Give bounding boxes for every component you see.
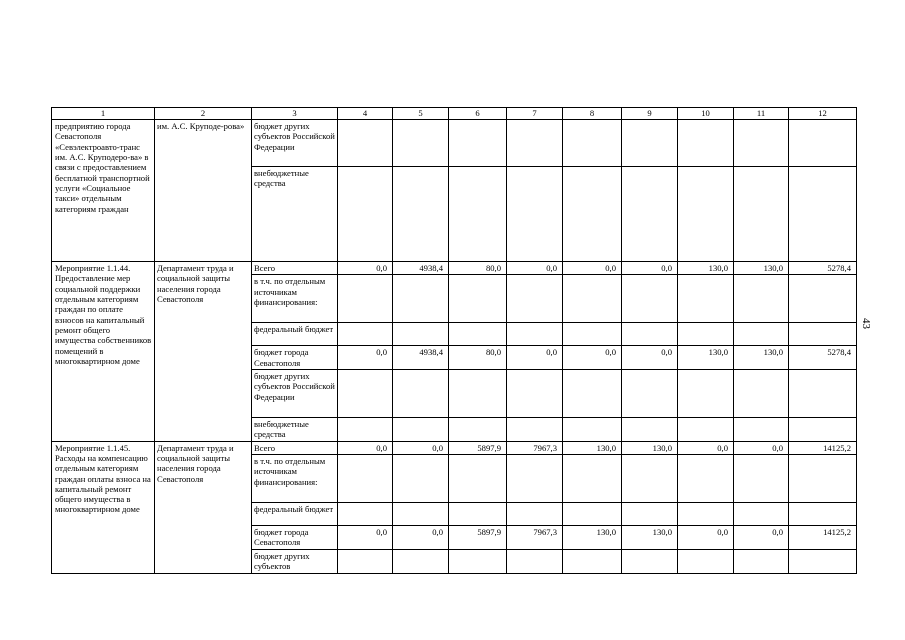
column-number-11: 11 xyxy=(734,108,789,120)
value-cell-col10: 130,0 xyxy=(678,262,734,275)
value-cell-col4: 0,0 xyxy=(338,262,393,275)
value-cell-col10 xyxy=(678,369,734,417)
funding-source-label: бюджет города Севастополя xyxy=(252,346,338,370)
value-cell-col11: 130,0 xyxy=(734,346,789,370)
value-cell-col7 xyxy=(507,323,563,346)
value-cell-col5 xyxy=(393,120,449,167)
column-number-4: 4 xyxy=(338,108,393,120)
value-cell-col8 xyxy=(563,167,622,262)
column-number-9: 9 xyxy=(622,108,678,120)
value-cell-col10 xyxy=(678,549,734,573)
value-cell-col12 xyxy=(789,549,857,573)
value-cell-col8 xyxy=(563,275,622,323)
value-cell-col4: 0,0 xyxy=(338,441,393,454)
value-cell-col8 xyxy=(563,369,622,417)
value-cell-col4 xyxy=(338,275,393,323)
value-cell-col4 xyxy=(338,454,393,502)
value-cell-col9 xyxy=(622,502,678,525)
value-cell-col4 xyxy=(338,549,393,573)
value-cell-col6 xyxy=(449,417,507,441)
value-cell-col12 xyxy=(789,417,857,441)
value-cell-col5: 4938,4 xyxy=(393,346,449,370)
value-cell-col6: 80,0 xyxy=(449,262,507,275)
value-cell-col5 xyxy=(393,502,449,525)
value-cell-col9 xyxy=(622,549,678,573)
funding-source-label: бюджет других субъектов Российской Федерации xyxy=(252,120,338,167)
value-cell-col11 xyxy=(734,417,789,441)
value-cell-col7 xyxy=(507,549,563,573)
value-cell-col6 xyxy=(449,323,507,346)
value-cell-col4 xyxy=(338,120,393,167)
value-cell-col7: 0,0 xyxy=(507,346,563,370)
value-cell-col12: 14125,2 xyxy=(789,441,857,454)
value-cell-col5 xyxy=(393,417,449,441)
value-cell-col12 xyxy=(789,323,857,346)
value-cell-col8 xyxy=(563,323,622,346)
value-cell-col8 xyxy=(563,502,622,525)
value-cell-col12 xyxy=(789,120,857,167)
value-cell-col12 xyxy=(789,454,857,502)
funding-source-label: внебюджетные средства xyxy=(252,417,338,441)
measure-description: предприятию города Севастополя «Севэлектроавто-транс им. А.С. Круподеро-ва» в связи с предоставлением бесплатной транспортной услуги «Социальное такси» отдельным категориям граждан xyxy=(52,120,155,262)
value-cell-col10 xyxy=(678,323,734,346)
value-cell-col12 xyxy=(789,275,857,323)
value-cell-col7: 0,0 xyxy=(507,262,563,275)
value-cell-col6 xyxy=(449,454,507,502)
value-cell-col4 xyxy=(338,323,393,346)
value-cell-col10 xyxy=(678,167,734,262)
value-cell-col6 xyxy=(449,369,507,417)
funding-source-label: бюджет города Севастополя xyxy=(252,525,338,549)
value-cell-col8 xyxy=(563,454,622,502)
value-cell-col11 xyxy=(734,167,789,262)
value-cell-col11: 130,0 xyxy=(734,262,789,275)
value-cell-col5 xyxy=(393,275,449,323)
value-cell-col6 xyxy=(449,120,507,167)
value-cell-col6: 80,0 xyxy=(449,346,507,370)
measure-description: Мероприятие 1.1.45. Расходы на компенсацию отдельным категориям граждан оплаты взноса на капитальный ремонт общего имущества в многоквартирном доме xyxy=(52,441,155,573)
value-cell-col6: 5897,9 xyxy=(449,525,507,549)
funding-source-label: Всего xyxy=(252,262,338,275)
value-cell-col8: 130,0 xyxy=(563,441,622,454)
funding-source-label: Всего xyxy=(252,441,338,454)
table-row xyxy=(52,120,857,167)
value-cell-col11: 0,0 xyxy=(734,525,789,549)
value-cell-col9: 130,0 xyxy=(622,441,678,454)
funding-source-label: бюджет других субъектов xyxy=(252,549,338,573)
value-cell-col5 xyxy=(393,369,449,417)
value-cell-col12 xyxy=(789,502,857,525)
value-cell-col5: 0,0 xyxy=(393,525,449,549)
value-cell-col12 xyxy=(789,167,857,262)
value-cell-col10 xyxy=(678,417,734,441)
page-number: 43 xyxy=(860,318,872,329)
value-cell-col4 xyxy=(338,417,393,441)
budget-table xyxy=(51,107,857,574)
value-cell-col8: 0,0 xyxy=(563,346,622,370)
value-cell-col7 xyxy=(507,167,563,262)
value-cell-col11 xyxy=(734,275,789,323)
measure-description: Мероприятие 1.1.44. Предоставление мер социальной поддержки отдельным категориям граждан по оплате взносов на капитальный ремонт общего имущества собственников помещений в многоквартирном доме xyxy=(52,262,155,442)
value-cell-col11 xyxy=(734,323,789,346)
value-cell-col11 xyxy=(734,549,789,573)
value-cell-col5: 4938,4 xyxy=(393,262,449,275)
value-cell-col4 xyxy=(338,167,393,262)
funding-source-label: в т.ч. по отдельным источникам финансирования: xyxy=(252,275,338,323)
value-cell-col5 xyxy=(393,454,449,502)
value-cell-col6 xyxy=(449,275,507,323)
value-cell-col10: 0,0 xyxy=(678,441,734,454)
value-cell-col8 xyxy=(563,120,622,167)
value-cell-col10 xyxy=(678,275,734,323)
value-cell-col9 xyxy=(622,323,678,346)
table-body xyxy=(52,108,857,574)
value-cell-col10 xyxy=(678,502,734,525)
column-number-3: 3 xyxy=(252,108,338,120)
value-cell-col11 xyxy=(734,369,789,417)
value-cell-col5 xyxy=(393,323,449,346)
responsible-executor: им. А.С. Круподе-рова» xyxy=(155,120,252,262)
value-cell-col6 xyxy=(449,549,507,573)
funding-source-label: в т.ч. по отдельным источникам финансирования: xyxy=(252,454,338,502)
value-cell-col10 xyxy=(678,454,734,502)
column-number-1: 1 xyxy=(52,108,155,120)
value-cell-col4 xyxy=(338,502,393,525)
column-number-7: 7 xyxy=(507,108,563,120)
funding-source-label: внебюджетные средства xyxy=(252,167,338,262)
value-cell-col7 xyxy=(507,275,563,323)
value-cell-col9 xyxy=(622,275,678,323)
value-cell-col12: 5278,4 xyxy=(789,262,857,275)
value-cell-col7: 7967,3 xyxy=(507,441,563,454)
value-cell-col7: 7967,3 xyxy=(507,525,563,549)
value-cell-col8 xyxy=(563,549,622,573)
value-cell-col10 xyxy=(678,120,734,167)
value-cell-col4: 0,0 xyxy=(338,525,393,549)
value-cell-col6 xyxy=(449,167,507,262)
value-cell-col7 xyxy=(507,417,563,441)
value-cell-col7 xyxy=(507,120,563,167)
value-cell-col5 xyxy=(393,167,449,262)
column-number-8: 8 xyxy=(563,108,622,120)
value-cell-col5 xyxy=(393,549,449,573)
responsible-executor: Департамент труда и социальной защиты населения города Севастополя xyxy=(155,441,252,573)
table-row xyxy=(52,262,857,275)
value-cell-col10: 0,0 xyxy=(678,525,734,549)
value-cell-col9 xyxy=(622,167,678,262)
value-cell-col11 xyxy=(734,454,789,502)
column-number-5: 5 xyxy=(393,108,449,120)
column-number-row xyxy=(52,108,857,120)
value-cell-col6: 5897,9 xyxy=(449,441,507,454)
table-row xyxy=(52,441,857,454)
value-cell-col9: 0,0 xyxy=(622,346,678,370)
value-cell-col9: 130,0 xyxy=(622,525,678,549)
value-cell-col10: 130,0 xyxy=(678,346,734,370)
column-number-6: 6 xyxy=(449,108,507,120)
value-cell-col4: 0,0 xyxy=(338,346,393,370)
value-cell-col12 xyxy=(789,369,857,417)
value-cell-col5: 0,0 xyxy=(393,441,449,454)
value-cell-col6 xyxy=(449,502,507,525)
value-cell-col8: 0,0 xyxy=(563,262,622,275)
responsible-executor: Департамент труда и социальной защиты населения города Севастополя xyxy=(155,262,252,442)
column-number-12: 12 xyxy=(789,108,857,120)
value-cell-col9 xyxy=(622,454,678,502)
value-cell-col12: 5278,4 xyxy=(789,346,857,370)
funding-source-label: федеральный бюджет xyxy=(252,502,338,525)
column-number-2: 2 xyxy=(155,108,252,120)
value-cell-col4 xyxy=(338,369,393,417)
value-cell-col9: 0,0 xyxy=(622,262,678,275)
value-cell-col12: 14125,2 xyxy=(789,525,857,549)
value-cell-col7 xyxy=(507,369,563,417)
column-number-10: 10 xyxy=(678,108,734,120)
value-cell-col9 xyxy=(622,120,678,167)
value-cell-col8 xyxy=(563,417,622,441)
value-cell-col11: 0,0 xyxy=(734,441,789,454)
value-cell-col11 xyxy=(734,502,789,525)
value-cell-col7 xyxy=(507,454,563,502)
value-cell-col9 xyxy=(622,417,678,441)
value-cell-col8: 130,0 xyxy=(563,525,622,549)
value-cell-col9 xyxy=(622,369,678,417)
funding-source-label: федеральный бюджет xyxy=(252,323,338,346)
value-cell-col7 xyxy=(507,502,563,525)
value-cell-col11 xyxy=(734,120,789,167)
funding-source-label: бюджет других субъектов Российской Федерации xyxy=(252,369,338,417)
